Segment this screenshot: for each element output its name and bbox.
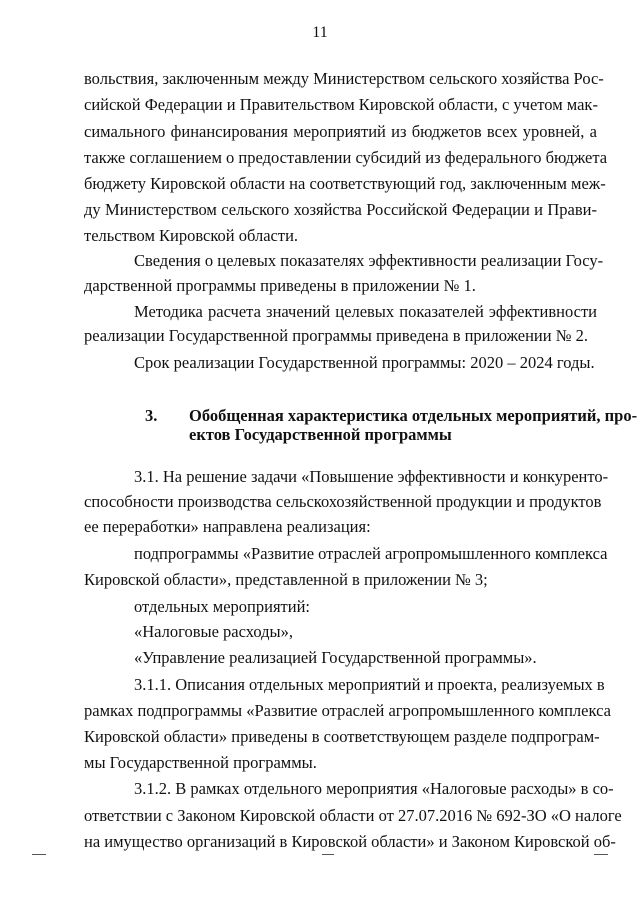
text-line: вольствия, заключенным между Министерством сельского хозяйства Рос- (84, 69, 604, 88)
section-heading-line: Обобщенная характеристика отдельных мероприятий, про- (189, 406, 638, 425)
section-number: 3. (145, 406, 158, 425)
text-line: ответствии с Законом Кировской области от 27.07.2016 № 692-ЗО «О налоге (84, 806, 622, 825)
page-number: 11 (312, 24, 328, 41)
text-line: симального финансирования мероприятий из бюджетов всех уровней, а (84, 122, 597, 141)
text-line: 3.1. На решение задачи «Повышение эффективности и конкуренто- (134, 467, 609, 486)
scan-mark (594, 854, 608, 855)
text-line: Кировской области», представленной в приложении № 3; (84, 570, 488, 589)
text-line: рамках подпрограммы «Развитие отраслей агропромышленного комплекса (84, 701, 611, 720)
text-line: 3.1.1. Описания отдельных мероприятий и проекта, реализуемых в (134, 675, 605, 694)
text-line: бюджету Кировской области на соответствующий год, заключенным меж- (84, 174, 606, 193)
text-line: Методика расчета значений целевых показателей эффективности (134, 302, 597, 321)
text-line: подпрограммы «Развитие отраслей агропромышленного комплекса (134, 544, 608, 563)
text-line: отдельных мероприятий: (134, 597, 311, 616)
text-line: «Управление реализацией Государственной программы». (134, 648, 537, 667)
scan-mark (322, 854, 334, 855)
text-line: дарственной программы приведены в приложении № 1. (84, 276, 476, 295)
text-line: Срок реализации Государственной программы: 2020 – 2024 годы. (134, 353, 595, 372)
text-line: тельством Кировской области. (84, 226, 299, 245)
section-heading-line: ектов Государственной программы (189, 425, 452, 444)
text-line: Сведения о целевых показателях эффективности реализации Госу- (134, 251, 604, 270)
text-line: «Налоговые расходы», (134, 622, 293, 641)
text-line: ду Министерством сельского хозяйства Российской Федерации и Прави- (84, 200, 597, 219)
text-line: также соглашением о предоставлении субсидий из федерального бюджета (84, 148, 608, 167)
scan-mark (32, 854, 46, 855)
text-line: Кировской области» приведены в соответствующем разделе подпрограм- (84, 727, 600, 746)
text-line: реализации Государственной программы приведена в приложении № 2. (84, 326, 588, 345)
text-line: мы Государственной программы. (84, 753, 317, 772)
text-line: сийской Федерации и Правительством Кировской области, с учетом мак- (84, 95, 598, 114)
text-line: на имущество организаций в Кировской области» и Законом Кировской об- (84, 832, 616, 851)
text-line: способности производства сельскохозяйственной продукции и продуктов (84, 492, 602, 511)
text-line: ее переработки» направлена реализация: (84, 517, 371, 536)
text-line: 3.1.2. В рамках отдельного мероприятия «Налоговые расходы» в со- (134, 779, 614, 798)
